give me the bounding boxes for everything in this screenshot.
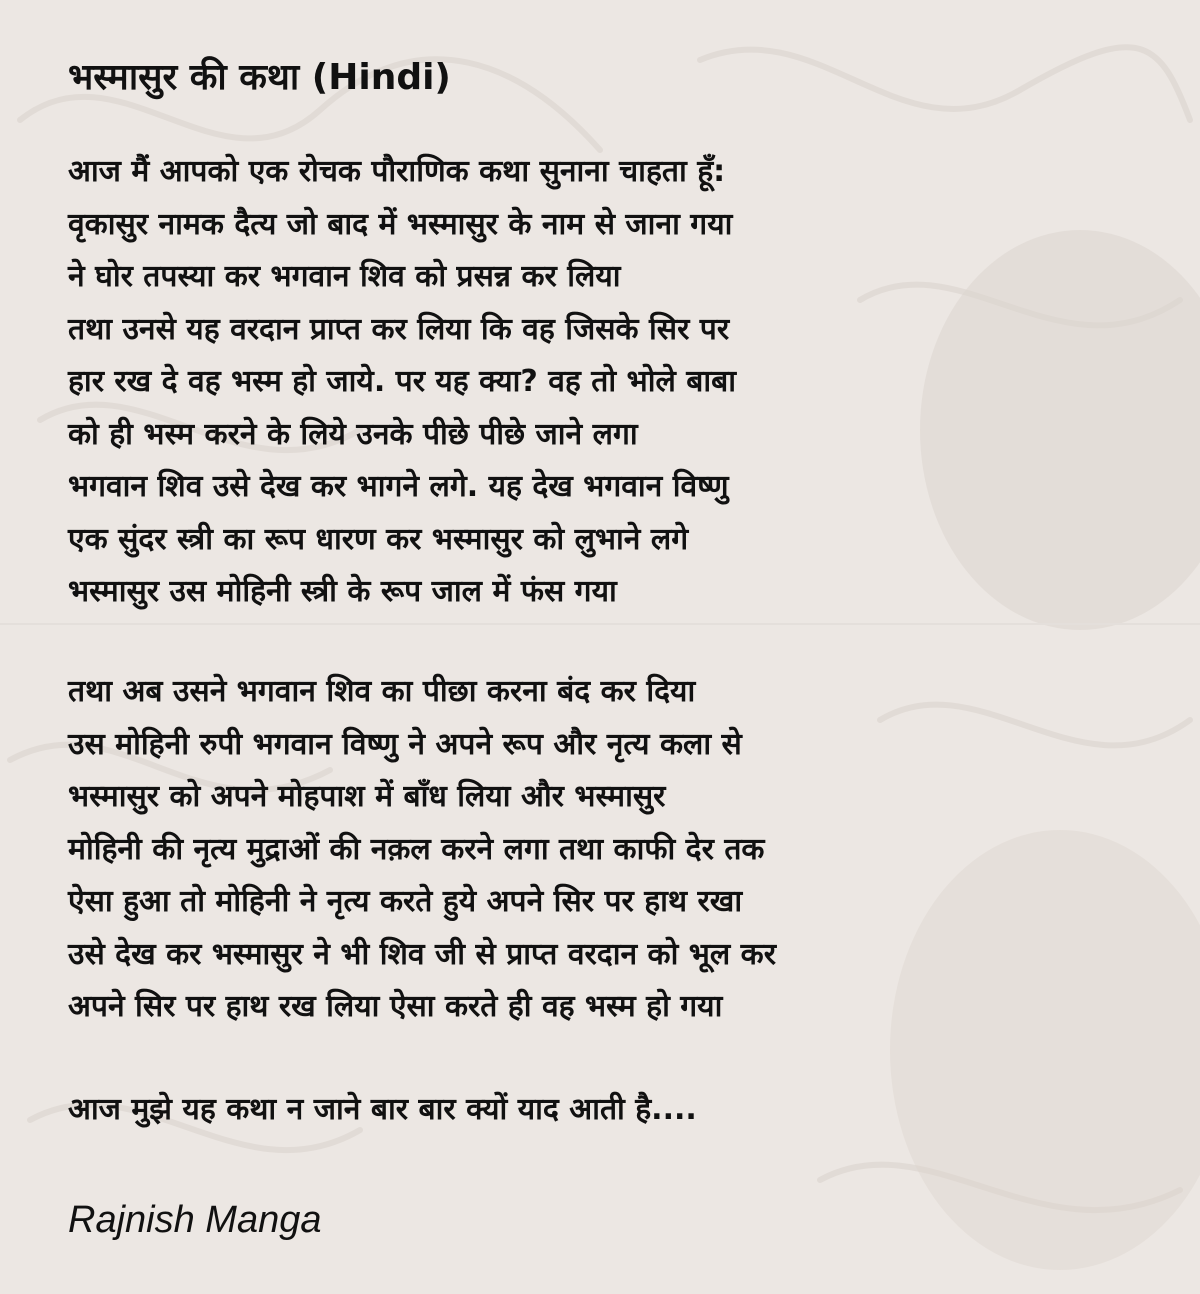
- poem-line: अपने सिर पर हाथ रख लिया ऐसा करते ही वह भस्म हो गया: [68, 989, 723, 1024]
- poem-line: आज मैं आपको एक रोचक पौराणिक कथा सुनाना चाहता हूँ:: [68, 154, 726, 189]
- poem-line: उस मोहिनी रुपी भगवान विष्णु ने अपने रूप और नृत्य कला से: [68, 726, 742, 762]
- poem-line: ऐसा हुआ तो मोहिनी ने नृत्य करते हुये अपने सिर पर हाथ रखा: [68, 884, 743, 919]
- poem-line: तथा उनसे यह वरदान प्राप्त कर लिया कि वह जिसके सिर पर: [68, 311, 730, 347]
- author-name: Rajnish Manga: [68, 1199, 322, 1241]
- poem-line: आज मुझे यह कथा न जाने बार बार क्यों याद आती है....: [68, 1092, 697, 1127]
- poem-line: भस्मासुर उस मोहिनी स्त्री के रूप जाल में फंस गया: [68, 574, 617, 609]
- poem-line: ने घोर तपस्या कर भगवान शिव को प्रसन्न कर लिया: [68, 259, 621, 294]
- stanza-2: [68, 666, 776, 1034]
- poem-line: भस्मासुर को अपने मोहपाश में बाँध लिया और भस्मासुर: [68, 779, 666, 814]
- poem-line: उसे देख कर भस्मासुर ने भी शिव जी से प्राप्त वरदान को भूल कर: [68, 936, 776, 972]
- stanza-3: [68, 1084, 697, 1137]
- poem-line: को ही भस्म करने के लिये उनके पीछे पीछे जाने लगा: [68, 416, 638, 452]
- poem-title: भस्मासुर की कथा (Hindi): [68, 57, 451, 98]
- poem-line: एक सुंदर स्त्री का रूप धारण कर भस्मासुर को लुभाने लगे: [68, 521, 689, 557]
- poem-line: वृकासुर नामक दैत्य जो बाद में भस्मासुर के नाम से जाना गया: [68, 206, 733, 242]
- poem-line: मोहिनी की नृत्य मुद्राओं की नक़ल करने लगा तथा काफी देर तक: [68, 831, 765, 867]
- stanza-1: [68, 146, 736, 619]
- poem-line: तथा अब उसने भगवान शिव का पीछा करना बंद कर दिया: [68, 674, 696, 709]
- poem-line: हार रख दे वह भस्म हो जाये. पर यह क्या? वह तो भोले बाबा: [68, 364, 737, 399]
- poem-line: भगवान शिव उसे देख कर भागने लगे. यह देख भगवान विष्णु: [68, 469, 729, 504]
